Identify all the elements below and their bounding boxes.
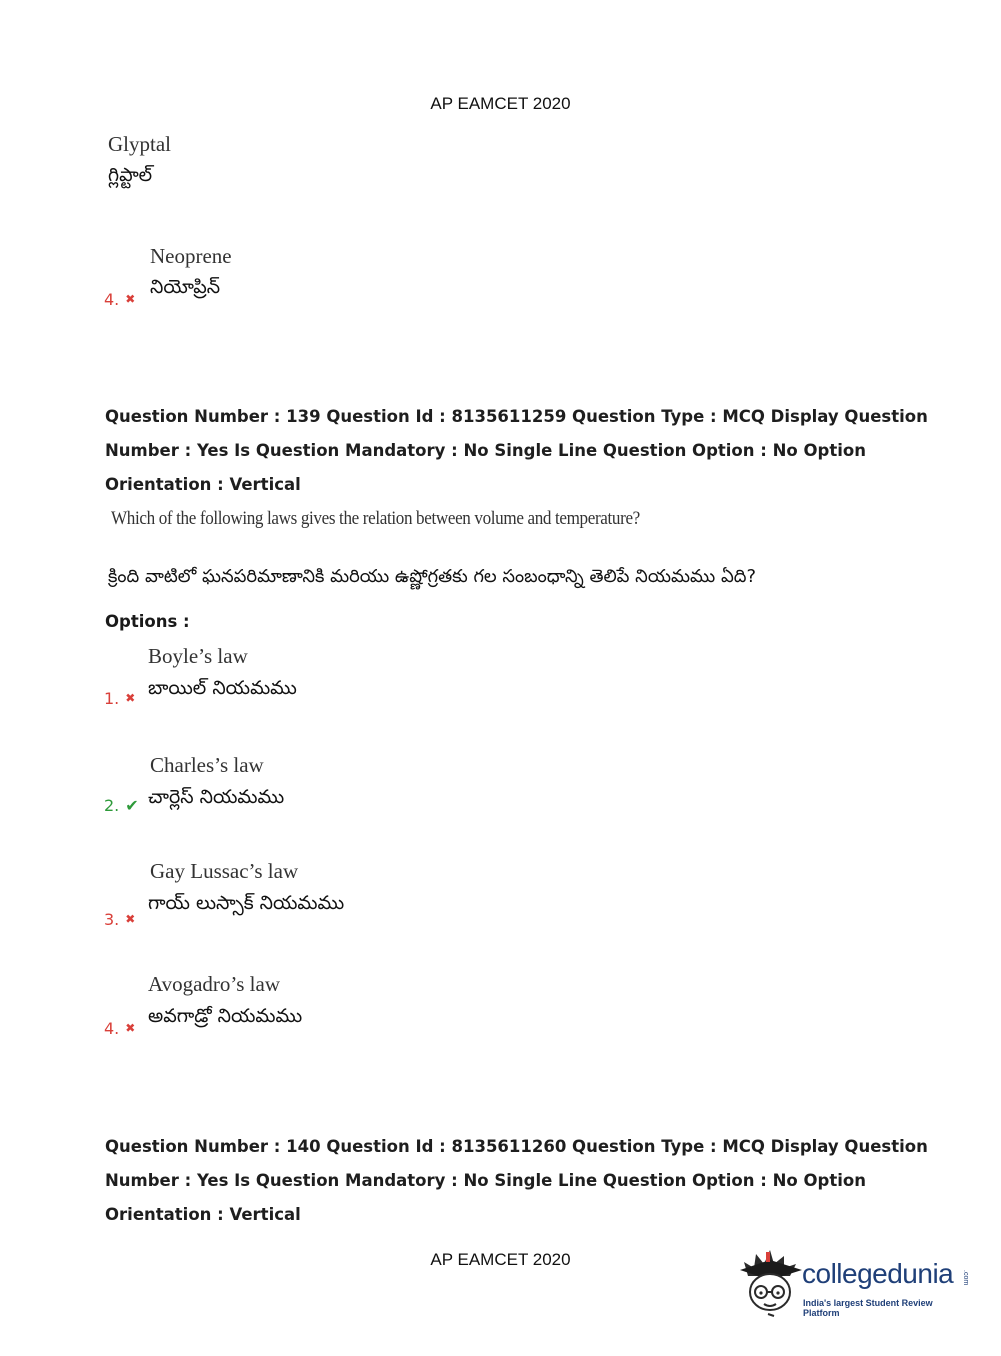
cross-icon: ✖ <box>125 1021 136 1035</box>
option-number: 4. <box>104 290 120 309</box>
q139-option-3-english: Gay Lussac’s law <box>150 859 299 883</box>
page-header: AP EAMCET 2020 <box>430 94 571 113</box>
question-139-meta <box>105 400 928 502</box>
meta-line-3: Orientation : Vertical <box>105 1205 301 1224</box>
check-icon: ✔ <box>125 796 139 815</box>
question-139-english: Which of the following laws gives the relation between volume and temperature? <box>111 508 640 529</box>
option-number: 1. <box>104 689 120 708</box>
question-139-telugu: క్రింది వాటిలో ఘనపరిమాణానికి మరియు ఉష్ణోగ్రతకు గల సంబంధాన్ని తెలిపే నియమము ఏది? <box>108 566 757 587</box>
meta-line-1: Question Number : 140 Question Id : 8135611260 Question Type : MCQ Display Question <box>105 1137 928 1156</box>
option-number: 3. <box>104 910 120 929</box>
q139-option-1-marker <box>104 689 135 708</box>
option-3-english: Glyptal <box>108 132 171 156</box>
q139-option-3-marker <box>104 910 135 929</box>
options-label: Options : <box>105 612 190 631</box>
student-mascot-icon <box>740 1248 804 1318</box>
q139-option-1-english: Boyle’s law <box>148 644 248 668</box>
cross-icon: ✖ <box>125 691 136 705</box>
option-4-english: Neoprene <box>150 244 232 268</box>
q139-option-2-telugu: చార్లెస్ నియమము <box>148 786 285 808</box>
brand-domain: .com <box>962 1270 969 1286</box>
q139-option-4-english: Avogadro’s law <box>148 972 280 996</box>
question-140-meta <box>105 1130 928 1232</box>
meta-line-2: Number : Yes Is Question Mandatory : No Single Line Question Option : No Option <box>105 441 866 460</box>
q139-option-1-telugu: బాయిల్ నియమము <box>148 677 297 699</box>
option-number: 4. <box>104 1019 120 1038</box>
q139-option-2-english: Charles’s law <box>150 753 264 777</box>
option-3-telugu: గ్లిప్టాల్ <box>108 164 153 186</box>
cross-icon: ✖ <box>125 292 136 306</box>
q139-option-4-marker <box>104 1019 135 1038</box>
brand-name: collegedunia <box>802 1258 954 1289</box>
option-4-marker <box>104 290 135 309</box>
meta-line-1: Question Number : 139 Question Id : 8135611259 Question Type : MCQ Display Question <box>105 407 928 426</box>
collegedunia-logo <box>740 1248 970 1318</box>
meta-line-3: Orientation : Vertical <box>105 475 301 494</box>
q139-option-2-marker <box>104 796 139 815</box>
cross-icon: ✖ <box>125 912 136 926</box>
brand-tagline: India's largest Student Review Platform <box>803 1298 933 1318</box>
option-number: 2. <box>104 796 120 815</box>
page-footer: AP EAMCET 2020 <box>430 1250 571 1269</box>
q139-option-3-telugu: గాయ్ లుస్సాక్ నియమము <box>148 892 345 914</box>
meta-line-2: Number : Yes Is Question Mandatory : No Single Line Question Option : No Option <box>105 1171 866 1190</box>
q139-option-4-telugu: అవగాడ్రో నియమము <box>148 1005 303 1027</box>
option-4-telugu: నియోప్రిన్ <box>150 276 221 298</box>
